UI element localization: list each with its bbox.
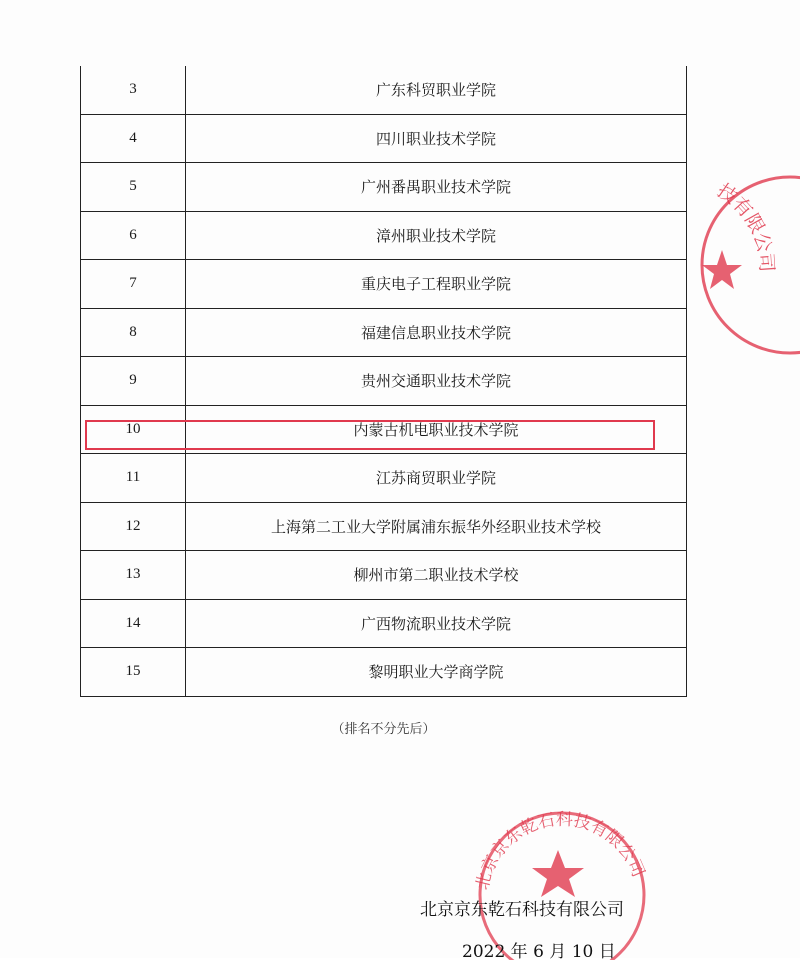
row-number: 11: [81, 454, 186, 503]
row-number: 6: [81, 211, 186, 260]
row-number: 3: [81, 66, 186, 114]
table-row: [81, 114, 687, 163]
seal-bottom-text: 北京京东乾石科技有限公司: [472, 809, 649, 892]
row-number: 5: [81, 163, 186, 212]
row-number: 13: [81, 551, 186, 600]
school-name: 柳州市第二职业技术学校: [186, 551, 687, 600]
table-row: [81, 308, 687, 357]
school-name: 贵州交通职业技术学院: [186, 357, 687, 406]
table-row: [81, 66, 687, 114]
table-row: [81, 454, 687, 503]
table-row: [81, 551, 687, 600]
row-number: 14: [81, 599, 186, 648]
row-number: 8: [81, 308, 186, 357]
row-number: 15: [81, 648, 186, 697]
ranking-note: （排名不分先后）: [331, 722, 436, 737]
school-list-table: [80, 66, 687, 697]
seal-stamp-bottom: [462, 780, 662, 960]
school-name: 黎明职业大学商学院: [186, 648, 687, 697]
row-number: 12: [81, 502, 186, 551]
school-name: 广州番禺职业技术学院: [186, 163, 687, 212]
row-number: 4: [81, 114, 186, 163]
company-signature: 北京京东乾石科技有限公司: [420, 900, 624, 920]
seal-right-text: 技有限公司: [713, 179, 778, 273]
table-row: [81, 163, 687, 212]
table-row: [81, 211, 687, 260]
school-name: 上海第二工业大学附属浦东振华外经职业技术学校: [186, 502, 687, 551]
school-name: 四川职业技术学院: [186, 114, 687, 163]
table-row: [81, 260, 687, 309]
table-row: [81, 502, 687, 551]
row-number: 10: [81, 405, 186, 454]
signature-date: 2022 年 6 月 10 日: [462, 942, 616, 962]
table-row: [81, 648, 687, 697]
table-row: [81, 357, 687, 406]
school-name: 重庆电子工程职业学院: [186, 260, 687, 309]
school-name: 广西物流职业技术学院: [186, 599, 687, 648]
school-name: 江苏商贸职业学院: [186, 454, 687, 503]
table-row: [81, 599, 687, 648]
school-name: 内蒙古机电职业技术学院: [186, 405, 687, 454]
row-number: 7: [81, 260, 186, 309]
row-number: 9: [81, 357, 186, 406]
school-name: 漳州职业技术学院: [186, 211, 687, 260]
highlight-box: [85, 420, 655, 450]
seal-stamp-right: [660, 170, 800, 360]
school-name: 福建信息职业技术学院: [186, 308, 687, 357]
school-name: 广东科贸职业学院: [186, 66, 687, 114]
